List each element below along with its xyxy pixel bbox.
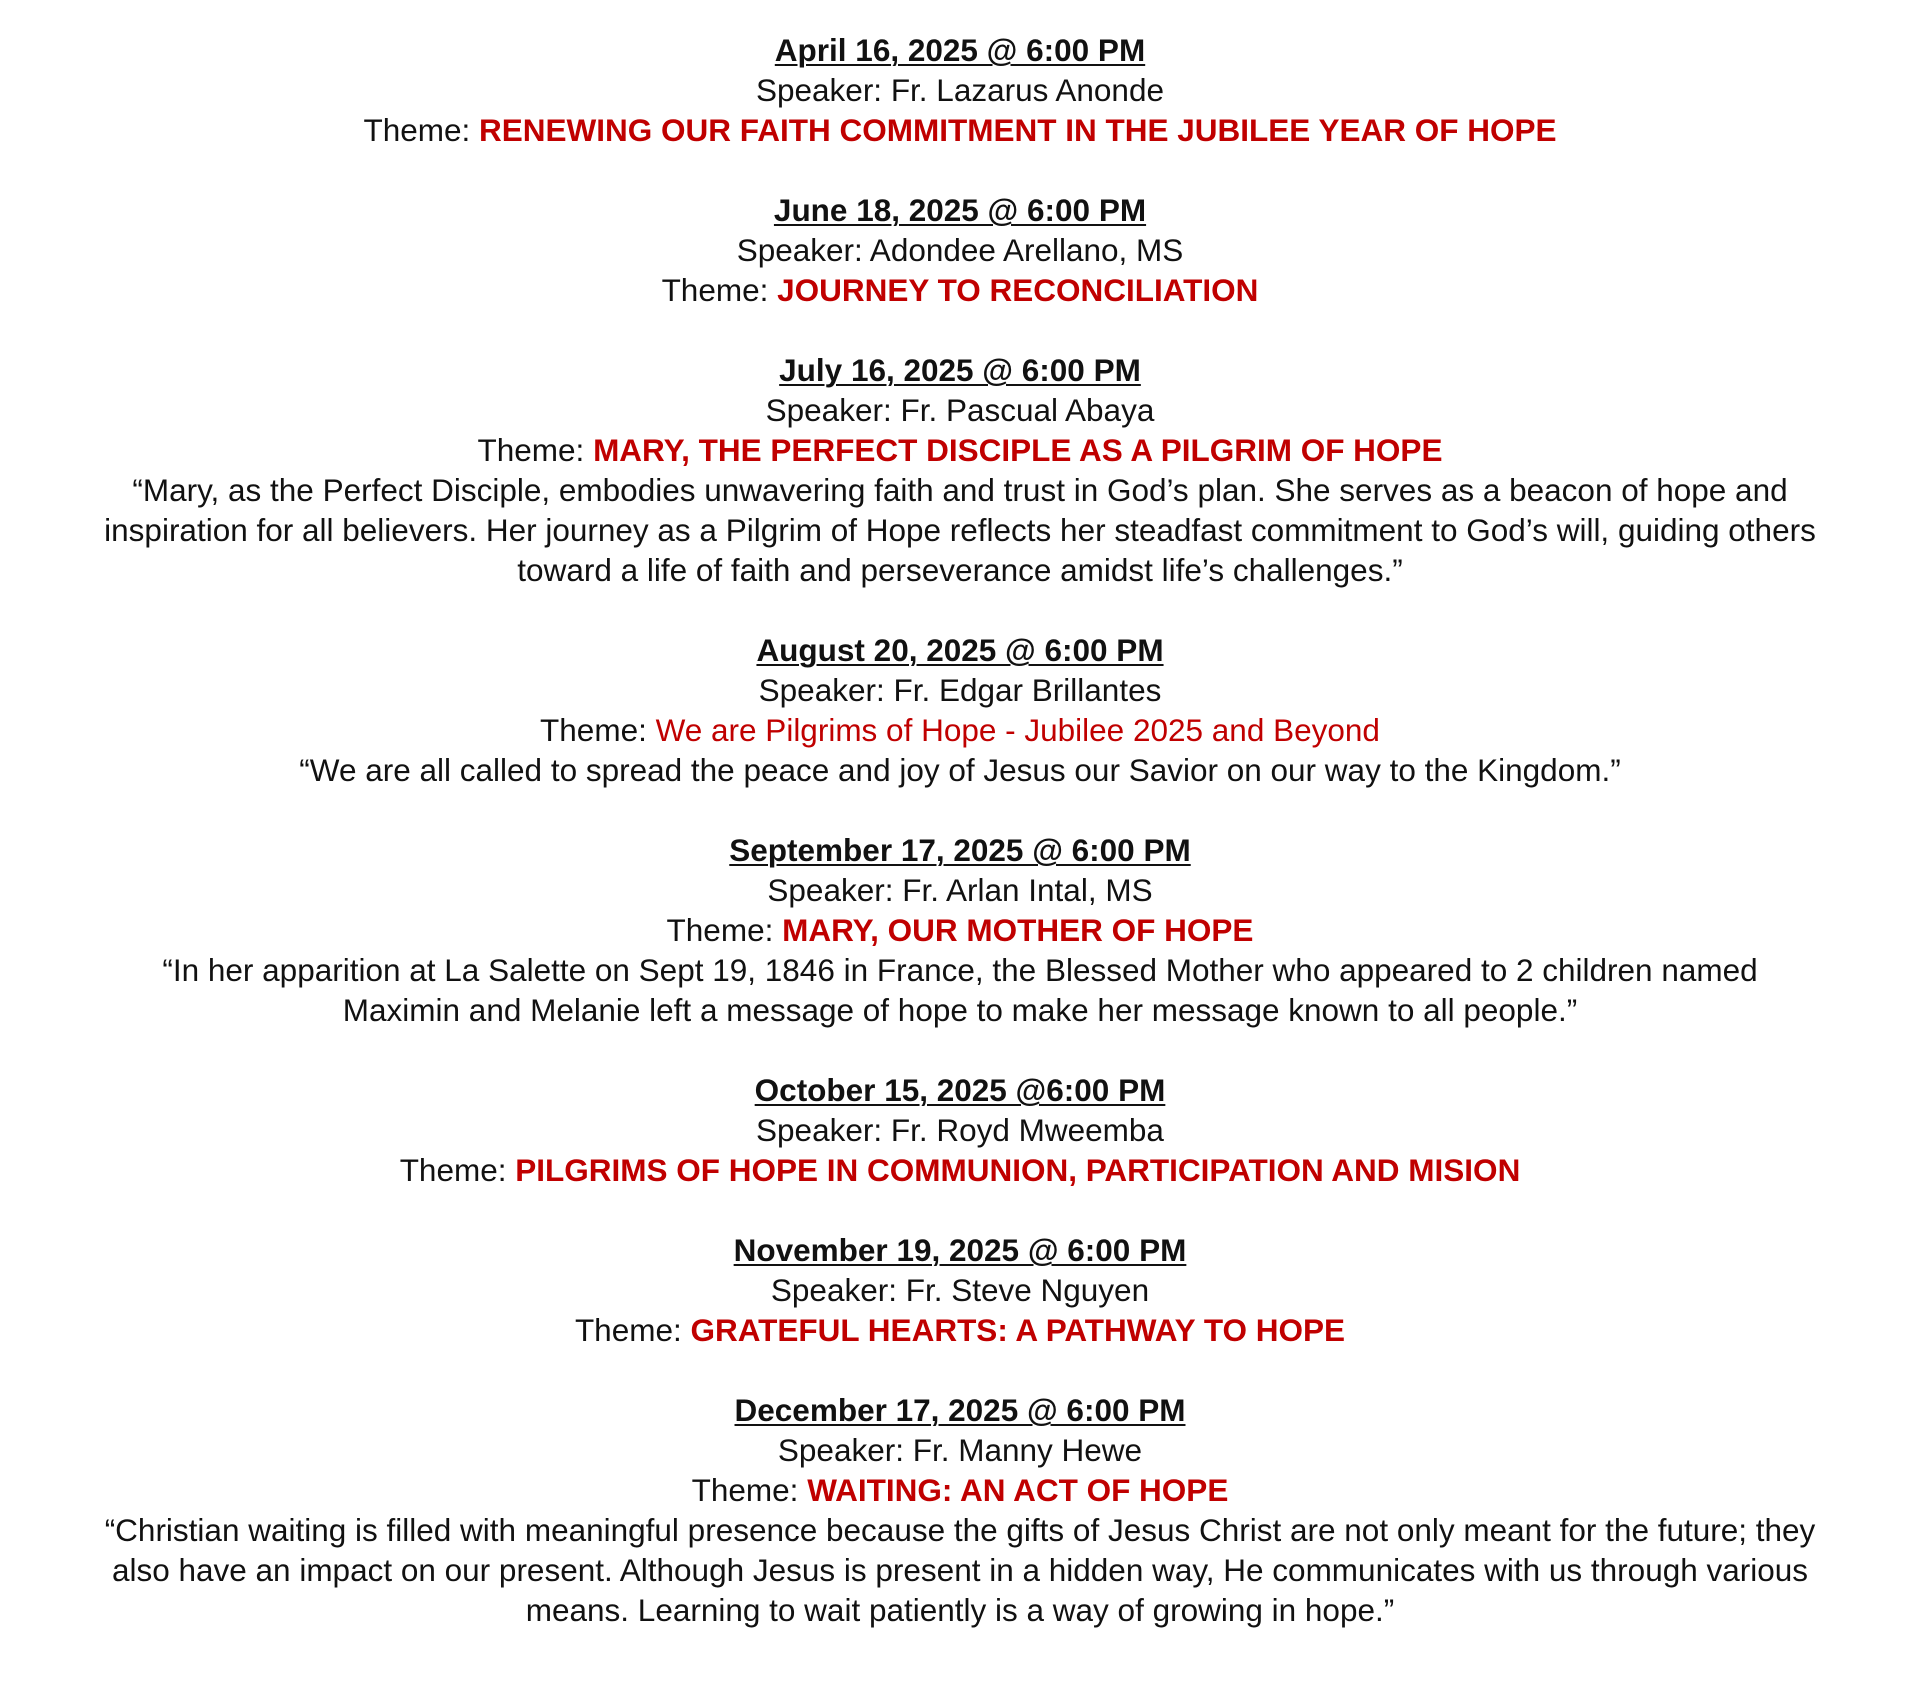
event-date: December 17, 2025 @ 6:00 PM (734, 1392, 1186, 1428)
theme-label: Theme: (666, 912, 783, 948)
theme-label: Theme: (661, 272, 778, 308)
event-block (0, 350, 1920, 590)
event-date: October 15, 2025 @6:00 PM (754, 1072, 1166, 1108)
theme-value: We are Pilgrims of Hope - Jubilee 2025 and Beyond (655, 712, 1380, 748)
event-theme-line (0, 430, 1920, 470)
theme-label: Theme: (574, 1312, 691, 1348)
event-quote: “Christian waiting is filled with meaningful presence because the gifts of Jesus Christ are not only meant for the future; they also have an impact on our present. Although Jesus is present in a hidden way, He communicates with us through various means. Learning to wait patiently is a way of growing in hope.” (104, 1512, 1816, 1628)
event-block (0, 830, 1920, 1030)
event-date: June 18, 2025 @ 6:00 PM (773, 192, 1147, 228)
event-block (0, 1390, 1920, 1630)
event-block (0, 190, 1920, 310)
event-quote: “We are all called to spread the peace and joy of Jesus our Savior on our way to the Kingdom.” (299, 752, 1621, 788)
theme-label: Theme: (540, 712, 656, 748)
theme-value: WAITING: AN ACT OF HOPE (807, 1472, 1229, 1508)
event-theme-line (0, 1150, 1920, 1190)
theme-label: Theme: (477, 432, 594, 468)
theme-label: Theme: (691, 1472, 808, 1508)
theme-value: MARY, OUR MOTHER OF HOPE (782, 912, 1254, 948)
event-speaker: Speaker: Fr. Edgar Brillantes (758, 672, 1162, 708)
event-speaker: Speaker: Fr. Royd Mweemba (756, 1112, 1164, 1148)
event-quote: “In her apparition at La Salette on Sept 19, 1846 in France, the Blessed Mother who appeared to 2 children named Maximin and Melanie left a message of hope to make her message known to all people.” (162, 952, 1758, 1028)
event-speaker: Speaker: Fr. Pascual Abaya (765, 392, 1155, 428)
event-block (0, 630, 1920, 790)
theme-value: PILGRIMS OF HOPE IN COMMUNION, PARTICIPATION AND MISION (515, 1152, 1521, 1188)
theme-value: MARY, THE PERFECT DISCIPLE AS A PILGRIM OF HOPE (593, 432, 1443, 468)
event-theme-line (0, 270, 1920, 310)
event-date: November 19, 2025 @ 6:00 PM (733, 1232, 1187, 1268)
event-block (0, 1230, 1920, 1350)
theme-value: JOURNEY TO RECONCILIATION (777, 272, 1259, 308)
event-theme-line (0, 1310, 1920, 1350)
event-speaker: Speaker: Adondee Arellano, MS (736, 232, 1184, 268)
event-theme-line (0, 110, 1920, 150)
event-date: July 16, 2025 @ 6:00 PM (779, 352, 1141, 388)
theme-label: Theme: (399, 1152, 516, 1188)
theme-value: RENEWING OUR FAITH COMMITMENT IN THE JUBILEE YEAR OF HOPE (479, 112, 1557, 148)
event-speaker: Speaker: Fr. Manny Hewe (777, 1432, 1143, 1468)
event-speaker: Speaker: Fr. Steve Nguyen (770, 1272, 1150, 1308)
event-block (0, 30, 1920, 150)
event-theme-line (0, 710, 1920, 750)
event-date: April 16, 2025 @ 6:00 PM (774, 32, 1146, 68)
event-date: August 20, 2025 @ 6:00 PM (756, 632, 1164, 668)
theme-label: Theme: (363, 112, 480, 148)
event-quote: “Mary, as the Perfect Disciple, embodies unwavering faith and trust in God’s plan. She serves as a beacon of hope and inspiration for all believers. Her journey as a Pilgrim of Hope reflects her steadfast commitment to God’s will, guiding others toward a life of faith and perseverance amidst life’s challenges.” (104, 472, 1816, 588)
event-speaker: Speaker: Fr. Arlan Intal, MS (767, 872, 1153, 908)
event-theme-line (0, 1470, 1920, 1510)
theme-value: GRATEFUL HEARTS: A PATHWAY TO HOPE (690, 1312, 1346, 1348)
event-theme-line (0, 910, 1920, 950)
event-block (0, 1070, 1920, 1190)
event-speaker: Speaker: Fr. Lazarus Anonde (755, 72, 1164, 108)
event-date: September 17, 2025 @ 6:00 PM (729, 832, 1191, 868)
